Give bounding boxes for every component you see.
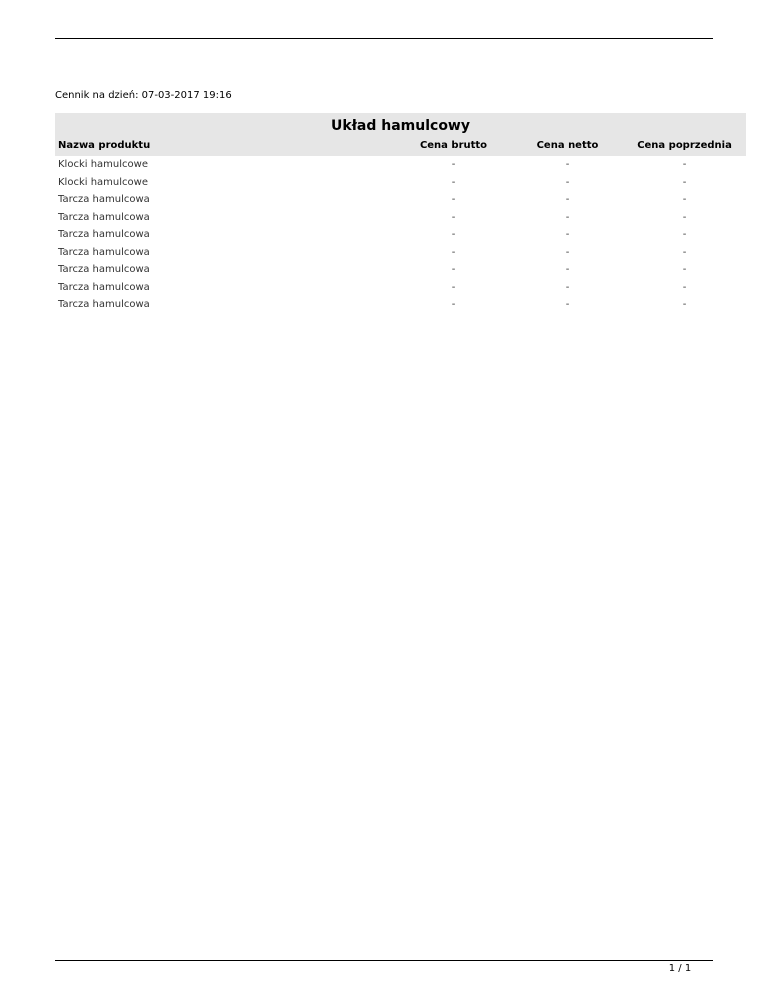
- gross-price: -: [451, 211, 456, 223]
- column-header-gross: Cena brutto: [395, 137, 512, 156]
- product-name: Klocki hamulcowe: [58, 176, 148, 188]
- net-price: -: [565, 176, 570, 188]
- product-name: Tarcza hamulcowa: [58, 229, 150, 241]
- product-name: Tarcza hamulcowa: [58, 299, 150, 311]
- product-name: Tarcza hamulcowa: [58, 194, 150, 206]
- net-price: -: [565, 211, 570, 223]
- previous-price: -: [682, 159, 687, 171]
- gross-price: -: [451, 281, 456, 293]
- table-row: [55, 244, 746, 262]
- section-title: Układ hamulcowy: [55, 113, 746, 137]
- page-number: 1 / 1: [668, 963, 692, 974]
- price-list-date: Cennik na dzień: 07-03-2017 19:16: [55, 90, 232, 101]
- gross-price: -: [451, 246, 456, 258]
- table-row: [55, 226, 746, 244]
- table-row: [55, 261, 746, 279]
- table-row: [55, 156, 746, 174]
- product-name: Tarcza hamulcowa: [58, 281, 150, 293]
- gross-price: -: [451, 264, 456, 276]
- net-price: -: [565, 299, 570, 311]
- previous-price: -: [682, 194, 687, 206]
- top-divider: [55, 38, 713, 39]
- net-price: -: [565, 194, 570, 206]
- column-header-previous: Cena poprzednia: [623, 137, 746, 156]
- net-price: -: [565, 264, 570, 276]
- price-table: [55, 113, 746, 314]
- column-header-name: Nazwa produktu: [55, 137, 395, 156]
- previous-price: -: [682, 281, 687, 293]
- previous-price: -: [682, 229, 687, 241]
- net-price: -: [565, 159, 570, 171]
- previous-price: -: [682, 299, 687, 311]
- previous-price: -: [682, 264, 687, 276]
- table-row: [55, 191, 746, 209]
- table-header-row: [55, 137, 746, 156]
- previous-price: -: [682, 246, 687, 258]
- gross-price: -: [451, 229, 456, 241]
- gross-price: -: [451, 299, 456, 311]
- product-name: Tarcza hamulcowa: [58, 264, 150, 276]
- table-row: [55, 209, 746, 227]
- product-name: Klocki hamulcowe: [58, 159, 148, 171]
- net-price: -: [565, 281, 570, 293]
- gross-price: -: [451, 176, 456, 188]
- product-name: Tarcza hamulcowa: [58, 246, 150, 258]
- previous-price: -: [682, 176, 687, 188]
- net-price: -: [565, 246, 570, 258]
- product-name: Tarcza hamulcowa: [58, 211, 150, 223]
- column-header-net: Cena netto: [512, 137, 623, 156]
- net-price: -: [565, 229, 570, 241]
- previous-price: -: [682, 211, 687, 223]
- table-row: [55, 174, 746, 192]
- table-row: [55, 279, 746, 297]
- gross-price: -: [451, 159, 456, 171]
- table-row: [55, 296, 746, 314]
- bottom-divider: [55, 960, 713, 961]
- gross-price: -: [451, 194, 456, 206]
